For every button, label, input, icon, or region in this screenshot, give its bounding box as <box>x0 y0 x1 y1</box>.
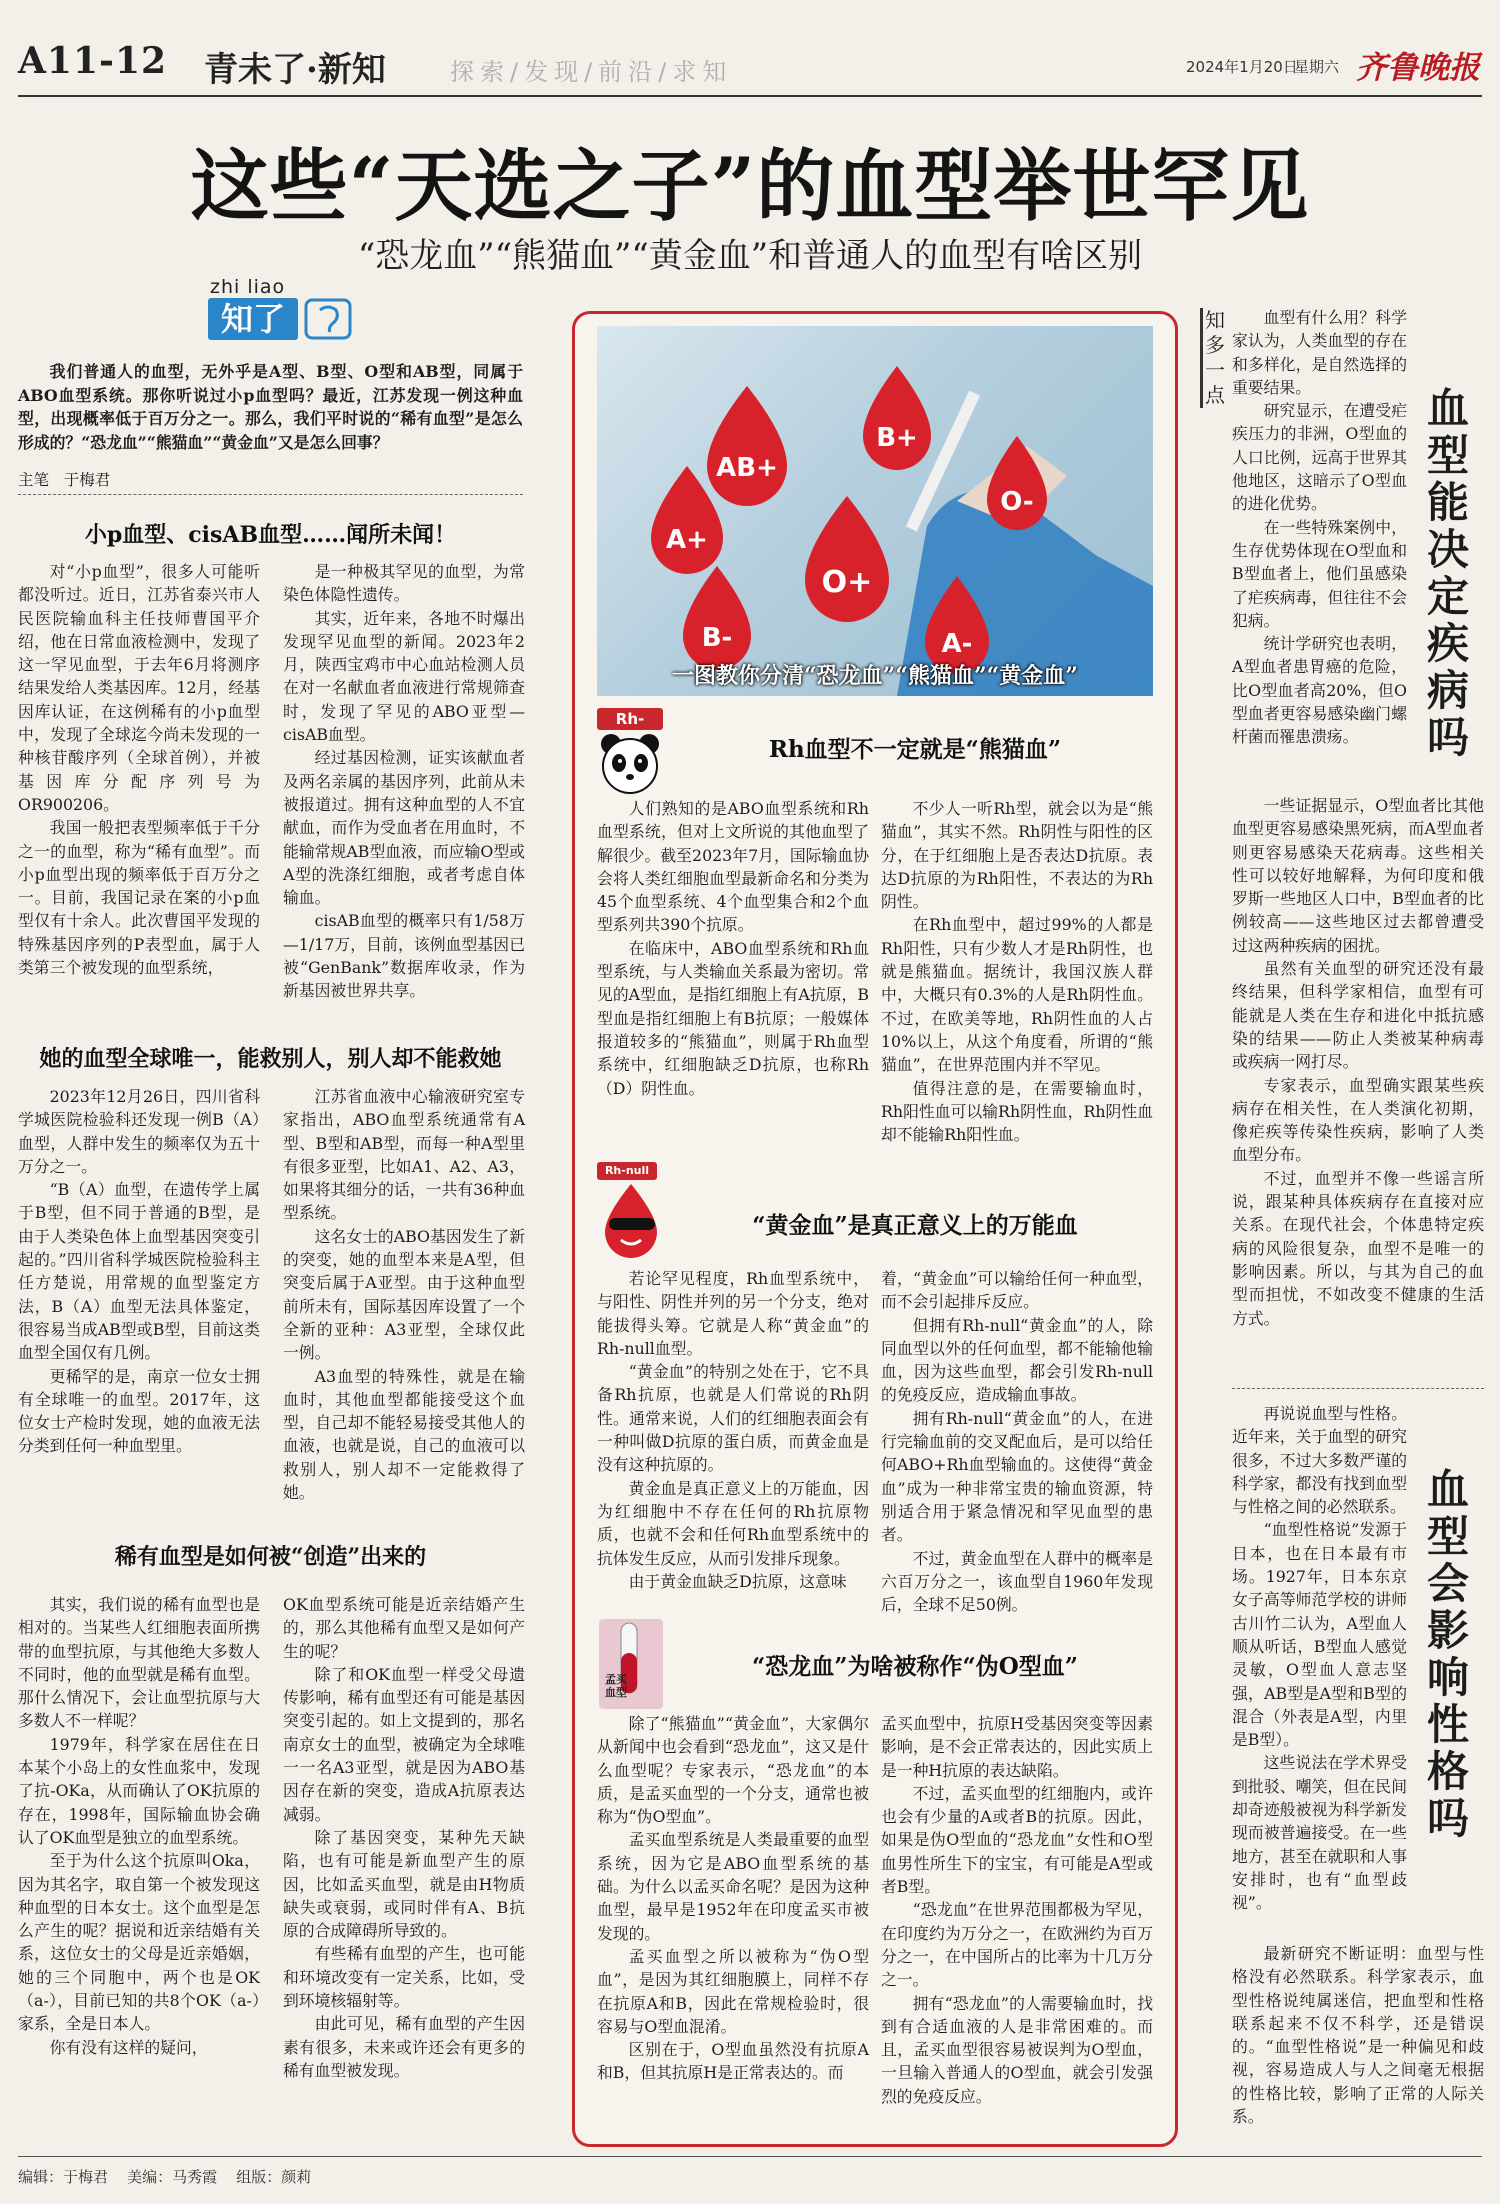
article-column <box>597 1267 869 1593</box>
drop-label: A+ <box>666 525 708 555</box>
paragraph: “B（A）血型，在遗传学上属于B型，但不同于普通的B型，是由于人类染色体上血型基因突变引起的。”四川省科学城医院检验科主任方楚说，用常规的血型鉴定方法，B（A）血型无法具体鉴定，很容易当成AB型或B型，目前这类血型全国仅有几例。 <box>18 1180 260 1363</box>
paragraph: 在临床中，ABO血型系统和Rh血型系统，与人类输血关系最为密切。常见的A型血，是指红细胞上有A抗原，B型血是指红细胞上有B抗原；一般媒体报道较多的“熊猫血”，则属于Rh血型系统中，红细胞缺乏D抗原，也称Rh（D）阴性血。 <box>597 938 869 1098</box>
article-column <box>881 797 1153 1146</box>
blood-drops-artwork <box>597 326 1153 696</box>
paragraph: 统计学研究也表明，A型血者患胃癌的危险，比O型血者高20%，但O型血者更容易感染幽门螺杆菌而罹患溃疡。 <box>1232 634 1407 747</box>
sidebar-title-disease: 血型能决定疾病吗 <box>1426 384 1469 762</box>
paragraph: A3血型的特殊性，就是在输血时，其他血型都能接受这个血型，自己却不能轻易接受其他人的血液，也就是说，自己的血液可以救别人，别人却不一定能救得了她。 <box>283 1366 525 1503</box>
paragraph: 着，“黄金血”可以输给任何一种血型，而不会引起排斥反应。 <box>881 1269 1153 1312</box>
issue-date: 2024年1月20日 <box>1186 58 1298 76</box>
section-heading-gold: “黄金血”是真正意义上的万能血 <box>752 1212 1078 1239</box>
paragraph: 1979年，科学家在居住在日本某个小岛上的女性血浆中，发现了抗-OKa，从而确认了OK抗原的存在，1998年，国际输血协会确认了OK血型是独立的血型系统。 <box>18 1734 260 1847</box>
paragraph: 除了“熊猫血”“黄金血”，大家偶尔从新闻中也会看到“恐龙血”，这又是什么血型呢？专家表示，“恐龙血”的本质，是孟买血型的一个分支，通常也被称为“伪O型血”。 <box>597 1714 869 1827</box>
paragraph: OK血型系统可能是近亲结婚产生的，那么其他稀有血型又是如何产生的呢？ <box>283 1595 525 1661</box>
sidebar-divider <box>1232 1388 1484 1389</box>
paragraph: 一些证据显示，O型血者比其他血型更容易感染黑死病，而A型血者则更容易感染天花病毒。这些相关性可以较好地解释，为何印度和俄罗斯一些地区人口中，B型血者的比例较高——这些地区过去都曾遭受过这两种疾病的困扰。 <box>1232 796 1484 955</box>
paragraph: 对“小p血型”，很多人可能听都没听过。近日，江苏省泰兴市人民医院输血科主任技师曹国平介绍，他在日常血液检测中，发现了这一罕见血型，于去年6月将测序结果发给人类基因库。12月，经基因库认证，在这例稀有的小p血型中，发现了全球迄今尚未发现的一种核苷酸序列（全球首例），并被基因库分配序列号为OR900206。 <box>18 562 260 814</box>
article-column <box>283 1593 525 2082</box>
hero-illustration <box>597 326 1153 696</box>
paragraph: 不过，黄金血型在人群中的概率是六百万分之一，该血型自1960年发现后，全球不足50例。 <box>881 1548 1153 1615</box>
section-heading-rh: Rh血型不一定就是“熊猫血” <box>768 736 1062 763</box>
article-column <box>283 560 525 1003</box>
article-column <box>283 1085 525 1504</box>
paragraph: 你有没有这样的疑问， <box>49 2037 208 2057</box>
article-column <box>597 797 869 1100</box>
headline-title: 这些“天选之子”的血型举世罕见 <box>190 141 1310 232</box>
gold-icon-label: Rh-null <box>597 1162 657 1180</box>
paragraph: 血型有什么用？科学家认为，人类血型的存在和多样化，是自然选择的重要结果。 <box>1232 308 1407 397</box>
paragraph: 在Rh血型中，超过99%的人都是Rh阳性，只有少数人才是Rh阴性，也就是熊猫血。据统计，我国汉族人群中，大概只有0.3%的人是Rh阴性血。不过，在欧美等地，Rh阴性血的人占10%以上，从这个角度看，所谓的“熊猫血”，在世界范围内并不罕见。 <box>881 915 1153 1075</box>
drop-label: O- <box>1000 487 1034 517</box>
know-more-label: 知多一点 <box>1200 308 1222 408</box>
paragraph: 有些稀有血型的产生，也可能和环境改变有一定关系，比如，受到环境核辐射等。 <box>283 1944 525 2011</box>
article-column <box>18 1085 260 1458</box>
paragraph: 专家表示，血型确实跟某些疾病存在相关性，在人类演化初期，像疟疾等传染性疾病，影响了人类血型分布。 <box>1232 1075 1484 1165</box>
blood-tube-icon <box>599 1619 663 1709</box>
newspaper-logo: 齐鲁晚报 <box>1356 50 1480 86</box>
footer-proof-label: 组版 <box>236 2168 267 2186</box>
section-heading-created: 稀有血型是如何被“创造”出来的 <box>114 1544 427 1570</box>
image-caption: 一图教你分清“恐龙血”“熊猫血”“黄金血” <box>672 663 1078 689</box>
masthead <box>18 40 1482 92</box>
badge-pinyin: zhi liao <box>210 276 286 298</box>
blood-drop-mascot-icon <box>597 1162 669 1262</box>
drop-label: B- <box>701 623 733 653</box>
paragraph: 人们熟知的是ABO血型系统和Rh血型系统，但对上文所说的其他血型了解很少。截至2023年7月，国际输血协会将人类红细胞血型最新命名和分类为45个血型系统、4个血型集合和2个血型系列共390个抗原。 <box>597 799 869 935</box>
paragraph: 虽然有关血型的研究还没有最终结果，但科学家相信，血型有可能就是人类在生存和进化中抵抗感染的结果——防止人类被某种病毒或疾病一网打尽。 <box>1232 959 1484 1072</box>
paragraph: “血型性格说”发源于日本，也在日本最有市场。1927年，日本东京女子高等师范学校的讲师古川竹二认为，A型血人顺从听话，B型血人感觉灵敏，O型血人意志坚强，AB型是A型和B型的混合（外表是A型，内里是B型）。 <box>1232 1520 1407 1750</box>
section-tags: 探索/发现/前沿/求知 <box>450 58 733 86</box>
paragraph: “黄金血”的特别之处在于，它不具备Rh抗原，也就是人们常说的Rh阴性。通常来说，人们的红细胞表面会有一种叫做D抗原的蛋白质，而黄金血是没有这种抗原的。 <box>597 1362 869 1475</box>
footer-designer: 马秀霞 <box>172 2168 218 2186</box>
paragraph: 除了和OK血型一样受父母遗传影响，稀有血型还有可能是基因突变引起的。如上文提到的，那名南京女士的血型，被确定为全球唯一一名A3亚型，就是因为ABO基因存在新的突变，造成A抗原表达减弱。 <box>283 1664 525 1824</box>
paragraph: 再说说血型与性格。近年来，关于血型的研究很多，不过大多数严谨的科学家，都没有找到血型与性格之间的必然联系。 <box>1232 1404 1407 1517</box>
section-heading-small-p: 小p血型、cisAB血型……闻所未闻！ <box>84 522 457 548</box>
paragraph: 这名女士的ABO基因发生了新的突变，她的血型本来是A型，但突变后属于A亚型。由于这种血型前所未有，国际基因库设置了一个全新的亚种：A3亚型，全球仅此一例。 <box>283 1226 525 1363</box>
paragraph: 是一种极其罕见的血型，为常染色体隐性遗传。 <box>283 562 525 605</box>
paragraph: 除了基因突变，某种先天缺陷，也有可能是新血型产生的原因，比如孟买血型，就是由H物质缺失或衰弱，或同时伴有A、B抗原的合成障碍所导致的。 <box>283 1827 525 1941</box>
lead-paragraph <box>18 360 523 454</box>
paragraph: 但拥有Rh-null“黄金血”的人，除同血型以外的任何血型，都不能输他输血，因为这些血型，都会引发Rh-null的免疫反应，造成输血事故。 <box>881 1315 1153 1405</box>
paragraph: 其实，近年来，各地不时爆出发现罕见血型的新闻。2023年2月，陕西宝鸡市中心血站检测人员在对一名献血者血液进行常规筛查时，发现了罕见的ABO亚型—cisAB血型。 <box>283 608 525 745</box>
paragraph: “恐龙血”在世界范围都极为罕见，在印度约为万分之一，在欧洲约为百万分之一，在中国所占的比率为十几万分之一。 <box>881 1900 1153 1990</box>
panda-icon <box>597 708 663 800</box>
paragraph: 拥有Rh-null“黄金血”的人，在进行完输血前的交叉配血后，是可以给任何ABO+Rh血型输血的。这使得“黄金血”成为一种非常宝贵的输血资源，特别适合用于紧急情况和罕见血型的患者。 <box>881 1408 1153 1545</box>
badge-text: 知了 <box>208 298 298 340</box>
paragraph: 江苏省血液中心输液研究室专家指出，ABO血型系统通常有A型、B型和AB型，而每一种A型里有很多亚型，比如A1、A2、A3，如果将其细分的话，一共有36种血型系统。 <box>283 1087 525 1223</box>
paragraph: 经过基因检测，证实该献血者及两名亲属的基因序列，此前从未被报道过。拥有这种血型的人不宜献血，而作为受血者在用血时，不能输常规AB型血液，而应输O型或A型的洗涤红细胞，或者考虑自体输血。 <box>283 748 525 908</box>
paragraph: 其实，我们说的稀有血型也是相对的。当某些人红细胞表面所携带的血型抗原，与其他绝大多数人不同时，他的血型就是稀有血型。那什么情况下，会让血型抗原与大多数人不一样呢？ <box>18 1595 260 1731</box>
section-heading-dino: “恐龙血”为啥被称作“伪O型血” <box>752 1653 1078 1680</box>
paragraph: 在一些特殊案例中，生存优势体现在O型血和B型血者上，他们虽感染了疟疾病毒，但往往不会犯病。 <box>1232 517 1407 630</box>
footer-credits: 编辑：于梅君 美编：马秀霞 组版：颜莉 <box>18 2168 312 2186</box>
drop-label: B+ <box>876 423 918 453</box>
section-heading-unique-blood: 她的血型全球唯一，能救别人，别人却不能救她 <box>39 1046 502 1072</box>
issue-weekday: 星期六 <box>1294 58 1340 76</box>
paragraph: 孟买血型之所以被称为“伪O型血”，是因为其红细胞膜上，同样不存在抗原A和B，因此在常规检验时，很容易与O型血混淆。 <box>597 1946 869 2036</box>
paragraph: 不少人一听Rh型，就会以为是“熊猫血”，其实不然。Rh阴性与阳性的区分，在于红细胞上是否表达D抗原。表达D抗原的为Rh阳性，不表达的为Rh阴性。 <box>881 799 1153 912</box>
paragraph: 黄金血是真正意义上的万能血，因为红细胞中不存在任何的Rh抗原物质，也就不会和任何Rh血型系统中的抗体发生反应，从而引发排斥现象。 <box>597 1478 869 1568</box>
sidebar-column-disease-cont <box>1232 794 1484 1330</box>
article-column <box>18 560 260 979</box>
paragraph: 最新研究不断证明：血型与性格没有必然联系。科学家表示，血型性格说纯属迷信，把血型和性格联系起来不仅不科学，还是错误的。“血型性格说”是一种偏见和歧视，容易造成人与人之间毫无根据的性格比较，影响了正常的人际关系。 <box>1232 1944 1484 2127</box>
paragraph: 研究显示，在遭受疟疾压力的非洲，O型血的人口比例，远高于世界其他地区，这暗示了O型血的进化优势。 <box>1232 401 1407 514</box>
paragraph: cisAB血型的概率只有1/58万—1/17万，目前，该例血型基因已被“GenBank”数据库收录，作为新基因被世界共享。 <box>283 911 525 1001</box>
paragraph: 由此可见，稀有血型的产生因素有很多，未来或许还会有更多的稀有血型被发现。 <box>283 2014 525 2080</box>
paragraph: 更稀罕的是，南京一位女士拥有全球唯一的血型。2017年，这位女士产检时发现，她的血液无法分类到任何一种血型里。 <box>18 1366 260 1456</box>
paragraph: 若论罕见程度，Rh血型系统中，与阳性、阴性并列的另一个分支，绝对能拔得头筹。它就是人称“黄金血”的Rh-null血型。 <box>597 1269 869 1358</box>
paragraph: 孟买血型系统是人类最重要的血型系统，因为它是ABO血型系统的基础。为什么以孟买命名呢？是因为这种血型，最早是1952年在印度孟买市被发现的。 <box>597 1830 869 1943</box>
blood-type-panel <box>572 311 1178 2147</box>
paragraph: 区别在于，O型血虽然没有抗原A和B，但其抗原H是正常表达的。而 <box>597 2040 869 2083</box>
sidebar-column-personality-cont <box>1232 1942 1484 2128</box>
sidebar-column-disease <box>1232 306 1407 749</box>
panda-face-icon <box>597 730 663 796</box>
paragraph: 值得注意的是，在需要输血时，Rh阳性血可以输Rh阴性血，Rh阴性血却不能输Rh阳性血。 <box>881 1078 1153 1145</box>
sidebar-title-personality: 血型会影响性格吗 <box>1426 1465 1469 1843</box>
listening-ear-icon <box>302 296 354 342</box>
zhiliao-badge <box>204 276 364 346</box>
paragraph: 不过，血型并不像一些谣言所说，跟某种具体疾病存在直接对应关系。在现代社会，个体患特定疾病的风险很复杂，血型不是唯一的影响因素。所以，与其为自己的血型而担忧，不如改变不健康的生活方式。 <box>1232 1168 1484 1328</box>
paragraph: 我国一般把表型频率低于千分之一的血型，称为“稀有血型”。而小p血型出现的频率低于百万分之一。目前，我国记录在案的小p血型仅有十余人。此次曹国平发现的特殊基因序列的P表型血，属于人类第三个被发现的血型系统， <box>18 818 260 978</box>
lead-text: 我们普通人的血型，无外乎是A型、B型、O型和AB型，同属于ABO血型系统。那你听说过小p血型吗？最近，江苏发现一例这种血型，出现概率低于百万分之一。那么，我们平时说的“稀有血型”是怎么形成的？“恐龙血”“熊猫血”“黄金血”又是怎么回事？ <box>18 362 523 452</box>
paragraph: 不过，孟买血型的红细胞内，或许也会有少量的A或者B的抗原。因此，如果是伪O型血的“恐龙血”女性和O型血男性所生下的宝宝，有可能是A型或者B型。 <box>881 1783 1153 1897</box>
paragraph: 拥有“恐龙血”的人需要输血时，找到有合适血液的人是非常困难的。而且，孟买血型很容易被误判为O型血，一旦输入普通人的O型血，就会引发强烈的免疫反应。 <box>881 1993 1153 2106</box>
headline-subtitle: “恐龙血”“熊猫血”“黄金血”和普通人的血型有啥区别 <box>357 236 1143 276</box>
masthead-rule <box>18 95 1482 97</box>
footer-editor: 于梅君 <box>63 2168 109 2186</box>
drop-label: A- <box>941 629 973 659</box>
article-column <box>881 1267 1153 1616</box>
footer-rule <box>18 2156 1482 2157</box>
paragraph: 2023年12月26日，四川省科学城医院检验科还发现一例B（A）血型，人群中发生的频率仅为五十万分之一。 <box>18 1087 260 1176</box>
drop-label: AB+ <box>716 453 778 483</box>
article-column <box>881 1712 1153 2108</box>
article-column <box>18 1593 260 2059</box>
byline-label: 主笔 <box>18 471 50 489</box>
paragraph: 至于为什么这个抗原叫Oka，因为其名字，取自第一个被发现这种血型的日本女士。这个血型是怎么产生的呢？据说和近亲结婚有关系，这位女士的父母是近亲婚姻，她的三个同胞中，两个也是OK（a-），目前已知的共8个OK（a-）家系，全是日本人。 <box>18 1851 260 2034</box>
footer-editor-label: 编辑 <box>18 2168 49 2186</box>
byline-rule <box>18 494 523 495</box>
rh-icon-label: Rh- <box>597 708 663 730</box>
page-number: A11-12 <box>18 40 168 82</box>
footer-proof: 颜莉 <box>281 2168 312 2186</box>
byline <box>18 468 110 490</box>
paragraph: 由于黄金血缺乏D抗原，这意味 <box>628 1571 847 1591</box>
sidebar-column-personality <box>1232 1402 1407 1915</box>
paragraph: 孟买血型中，抗原H受基因突变等因素影响，是不会正常表达的，因此实质上是一种H抗原的表达缺陷。 <box>881 1714 1153 1780</box>
drop-face-icon <box>597 1180 669 1260</box>
section-name: 青未了·新知 <box>204 50 386 90</box>
article-column <box>597 1712 869 2085</box>
paragraph: 这些说法在学术界受到批驳、嘲笑，但在民间却奇迹般被视为科学新发现而被普遍接受。在一些地方，甚至在就职和人事安排时，也有“血型歧视”。 <box>1232 1753 1407 1913</box>
dino-icon-label: 孟买血型 <box>605 1673 627 1699</box>
byline-name: 于梅君 <box>63 471 111 489</box>
drop-label: O+ <box>821 565 873 600</box>
footer-designer-label: 美编 <box>127 2168 158 2186</box>
